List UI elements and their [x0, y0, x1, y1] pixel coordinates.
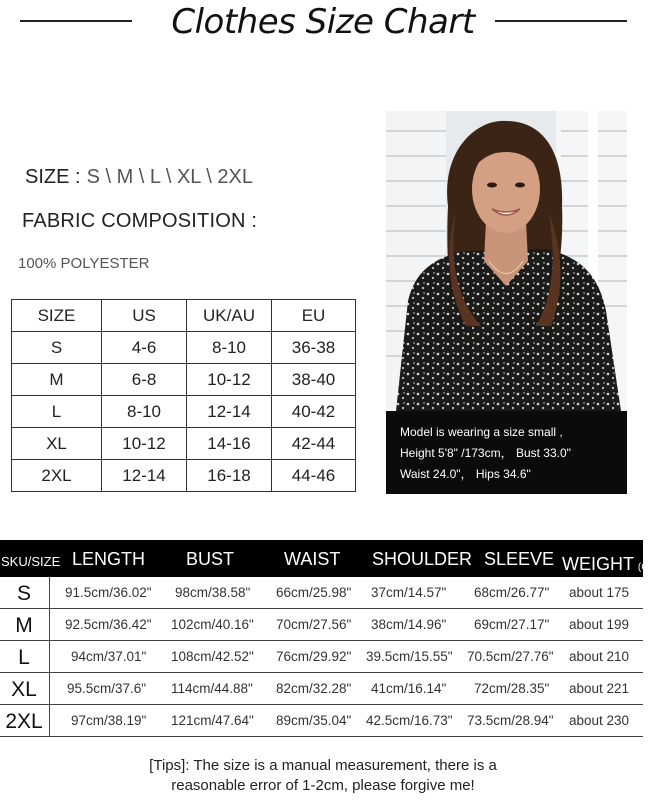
- tips-line: reasonable error of 1-2cm, please forgive me!: [171, 777, 475, 794]
- table-row: [0, 577, 643, 609]
- header-weight-label: WEIGHT: [562, 554, 634, 574]
- cell-shoulder: 41cm/16.14": [371, 681, 447, 696]
- table-cell: 10-12: [187, 364, 272, 396]
- tips-note: [0, 756, 646, 796]
- row-size: XL: [11, 678, 37, 701]
- table-cell: M: [12, 364, 102, 396]
- model-photo: [386, 111, 627, 411]
- header-length: LENGTH: [72, 549, 146, 569]
- model-caption: [386, 411, 627, 494]
- cell-weight: about 230: [569, 713, 630, 728]
- cell-length: 94cm/37.01": [71, 649, 147, 664]
- header-bust: BUST: [186, 549, 235, 569]
- header-weight-unit: (G): [637, 562, 652, 573]
- cell-waist: 82cm/32.28": [276, 681, 352, 696]
- page-title: Clothes Size Chart: [171, 2, 475, 42]
- cell-sleeve: 72cm/28.35": [474, 681, 550, 696]
- size-values: S \ M \ L \ XL \ 2XL: [86, 166, 253, 188]
- cell-sleeve: 68cm/26.77": [474, 585, 550, 600]
- cell-weight: about 175: [569, 585, 630, 600]
- cell-bust: 108cm/42.52": [171, 649, 254, 664]
- table-row: [0, 641, 643, 673]
- cell-sleeve: 73.5cm/28.94": [467, 713, 554, 728]
- cell-sleeve: 70.5cm/27.76": [467, 649, 554, 664]
- header-cell: UK/AU: [187, 300, 272, 332]
- table-row: [0, 673, 643, 705]
- caption-line: Height 5'8" /173cm， Bust 33.0": [400, 446, 571, 460]
- caption-line: Waist 24.0"， Hips 34.6": [400, 467, 531, 481]
- table-row: [12, 396, 356, 428]
- table-cell: 8-10: [187, 332, 272, 364]
- table-cell: 40-42: [272, 396, 356, 428]
- row-size: S: [16, 582, 31, 605]
- table-header-row: [12, 300, 356, 332]
- header-cell: EU: [272, 300, 356, 332]
- table-row: [0, 609, 643, 641]
- table-cell: 36-38: [272, 332, 356, 364]
- cell-shoulder: 37cm/14.57": [371, 585, 447, 600]
- cell-shoulder: 38cm/14.96": [371, 617, 447, 632]
- cell-sleeve: 69cm/27.17": [474, 617, 550, 632]
- size-label: SIZE :: [25, 166, 81, 188]
- header-weight: [562, 554, 652, 575]
- header-cell: US: [102, 300, 187, 332]
- cell-shoulder: 42.5cm/16.73": [366, 713, 453, 728]
- table-cell: 42-44: [272, 428, 356, 460]
- cell-weight: about 210: [569, 649, 630, 664]
- table-row: [12, 428, 356, 460]
- cell-length: 95.5cm/37.6": [67, 681, 147, 696]
- tips-line: [Tips]: The size is a manual measurement, there is a: [149, 757, 497, 774]
- table-cell: 2XL: [12, 460, 102, 492]
- table-cell: 38-40: [272, 364, 356, 396]
- table-cell: 44-46: [272, 460, 356, 492]
- cell-waist: 76cm/29.92": [276, 649, 352, 664]
- table-cell: 16-18: [187, 460, 272, 492]
- cell-shoulder: 39.5cm/15.55": [366, 649, 453, 664]
- column-divider: [49, 577, 50, 608]
- header-shoulder: SHOULDER: [372, 549, 473, 569]
- table-cell: L: [12, 396, 102, 428]
- column-divider: [49, 673, 50, 704]
- fabric-value: 100% POLYESTER: [18, 255, 150, 272]
- table-row: [12, 364, 356, 396]
- header-cell: SIZE: [12, 300, 102, 332]
- header-sku: SKU/SIZE: [1, 554, 61, 569]
- cell-waist: 66cm/25.98": [276, 585, 352, 600]
- caption-line: Model is wearing a size small ,: [400, 425, 563, 439]
- size-conversion-table: [11, 299, 356, 492]
- header-sleeve: SLEEVE: [484, 549, 555, 569]
- table-cell: 12-14: [187, 396, 272, 428]
- cell-length: 97cm/38.19": [71, 713, 147, 728]
- table-cell: 14-16: [187, 428, 272, 460]
- table-row: [0, 705, 643, 737]
- table-cell: 8-10: [102, 396, 187, 428]
- table-cell: 4-6: [102, 332, 187, 364]
- table-cell: 12-14: [102, 460, 187, 492]
- cell-weight: about 199: [569, 617, 630, 632]
- table-cell: XL: [12, 428, 102, 460]
- row-size: 2XL: [5, 710, 43, 733]
- measurements-table: [0, 540, 652, 737]
- cell-bust: 114cm/44.88": [171, 681, 253, 696]
- cell-waist: 89cm/35.04": [276, 713, 352, 728]
- row-size: L: [18, 646, 30, 669]
- cell-bust: 121cm/47.64": [171, 713, 254, 728]
- table-cell: 6-8: [102, 364, 187, 396]
- row-size: M: [15, 614, 33, 637]
- cell-weight: about 221: [569, 681, 630, 696]
- size-list: [25, 166, 253, 189]
- table-row: [12, 332, 356, 364]
- table-row: [12, 460, 356, 492]
- title-rule-right: [495, 20, 627, 22]
- table-cell: S: [12, 332, 102, 364]
- model-illustration: [386, 111, 627, 411]
- header-waist: WAIST: [284, 549, 341, 569]
- column-divider: [49, 705, 50, 736]
- measurements-header-row: [0, 540, 652, 577]
- cell-length: 91.5cm/36.02": [65, 585, 152, 600]
- cell-bust: 102cm/40.16": [171, 617, 254, 632]
- cell-waist: 70cm/27.56": [276, 617, 352, 632]
- table-cell: 10-12: [102, 428, 187, 460]
- cell-length: 92.5cm/36.42": [65, 617, 152, 632]
- fabric-label: FABRIC COMPOSITION :: [22, 210, 258, 232]
- column-divider: [49, 641, 50, 672]
- cell-bust: 98cm/38.58": [175, 585, 251, 600]
- column-divider: [49, 609, 50, 640]
